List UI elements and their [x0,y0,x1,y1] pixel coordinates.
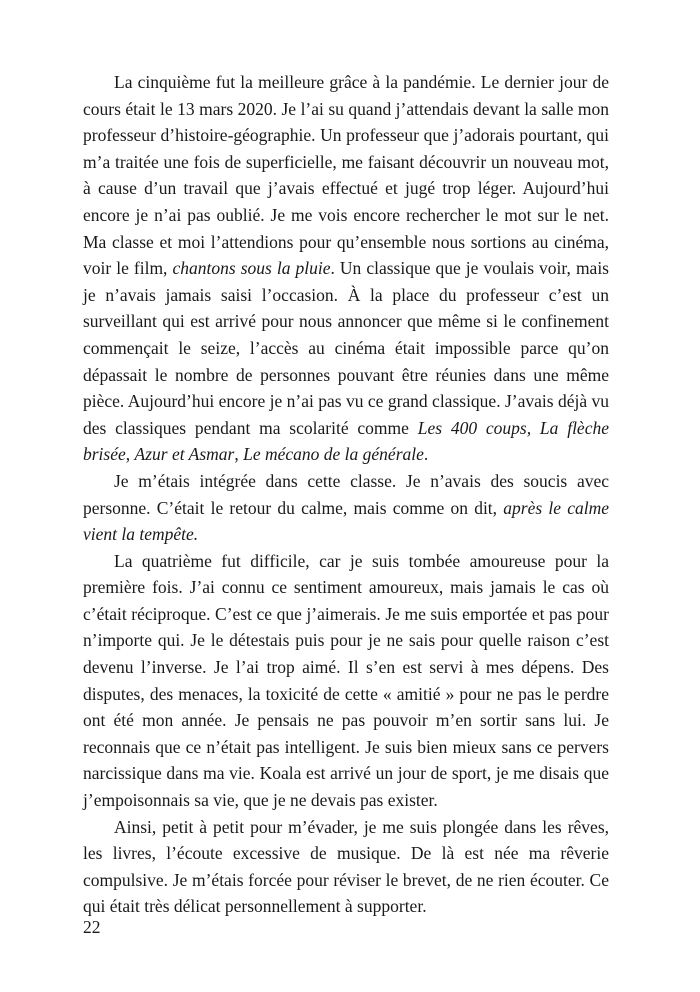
text-run: . Un classique que je voulais voir, mais je n’avais jamais saisi l’occasion. À la place du professeur c’est un surveillant qui est arrivé pour nous annoncer que même si le confinement commençait le seize, l’accès au cinéma était impossible parce qu’on dépassait le nombre de personnes pouvant être réunies dans une même pièce. Aujourd’hui encore je n’ai pas vu ce grand classique. J’avais déjà vu des classiques pendant ma scolarité comme [83,258,609,438]
film-title-italic: Les 400 coups, La flèche brisée [83,417,609,465]
body-text [83,69,609,920]
text-run: . [423,444,429,465]
paragraph [83,468,609,548]
paragraph [83,69,609,468]
text-run: Je m’étais intégrée dans cette classe. Je n’avais des soucis avec personne. C’était le retour du calme, mais comme on dit, [83,470,609,518]
text-run: Ainsi, petit à petit pour m’évader, je me suis plongée dans les rêves, les livres, l’écoute excessive de musique. De là est née ma rêverie compulsive. Je m’étais forcée pour réviser le brevet, de ne rien écouter. Ce qui était très délicat personnellement à supporter. [83,816,609,917]
film-title-italic: chantons sous la pluie [172,258,331,279]
text-run: La cinquième fut la meilleure grâce à la pandémie. Le dernier jour de cours était le 13 mars 2020. Je l’ai su quand j’attendais devant la salle mon professeur d’histoire-géographie. Un professeur que j’adorais pourtant, qui m’a traitée une fois de superficielle, me faisant découvrir un nouveau mot, à cause d’un travail que j’avais effectué et jugé trop léger. Aujourd’hui encore je n’ai pas oublié. Je me vois encore rechercher le mot sur le net. Ma classe et moi l’attendions pour qu’ensemble nous sortions au cinéma, voir le film, [83,72,609,279]
page-number: 22 [83,917,101,937]
paragraph [83,814,609,920]
paragraph [83,548,609,814]
film-title-italic: Le mécano de la générale [243,444,424,465]
text-run: , [125,444,135,465]
text-run: La quatrième fut difficile, car je suis tombée amoureuse pour la première fois. J’ai connu ce sentiment amoureux, mais jamais le cas où c’était réciproque. C’est ce que j’aimerais. Je me suis emportée et pas pour n’importe qui. Je le détestais puis pour je ne sais pour quelle raison c’est devenu l’inverse. Je l’ai trop aimé. Il s’en est servi à mes dépens. Des disputes, des menaces, la toxicité de cette « amitié » pour ne pas le perdre ont été mon année. Je pensais ne pas pouvoir m’en sortir sans lui. Je reconnais que ce n’était pas intelligent. Je suis bien mieux sans ce pervers narcissique dans ma vie. Koala est arrivé un jour de sport, je me disais que j’empoisonnais sa vie, que je ne devais pas exister. [83,550,609,811]
text-run: , [234,444,244,465]
film-title-italic: Azur et Asmar [134,444,235,465]
quote-italic: après le calme vient la tempête. [83,497,609,545]
